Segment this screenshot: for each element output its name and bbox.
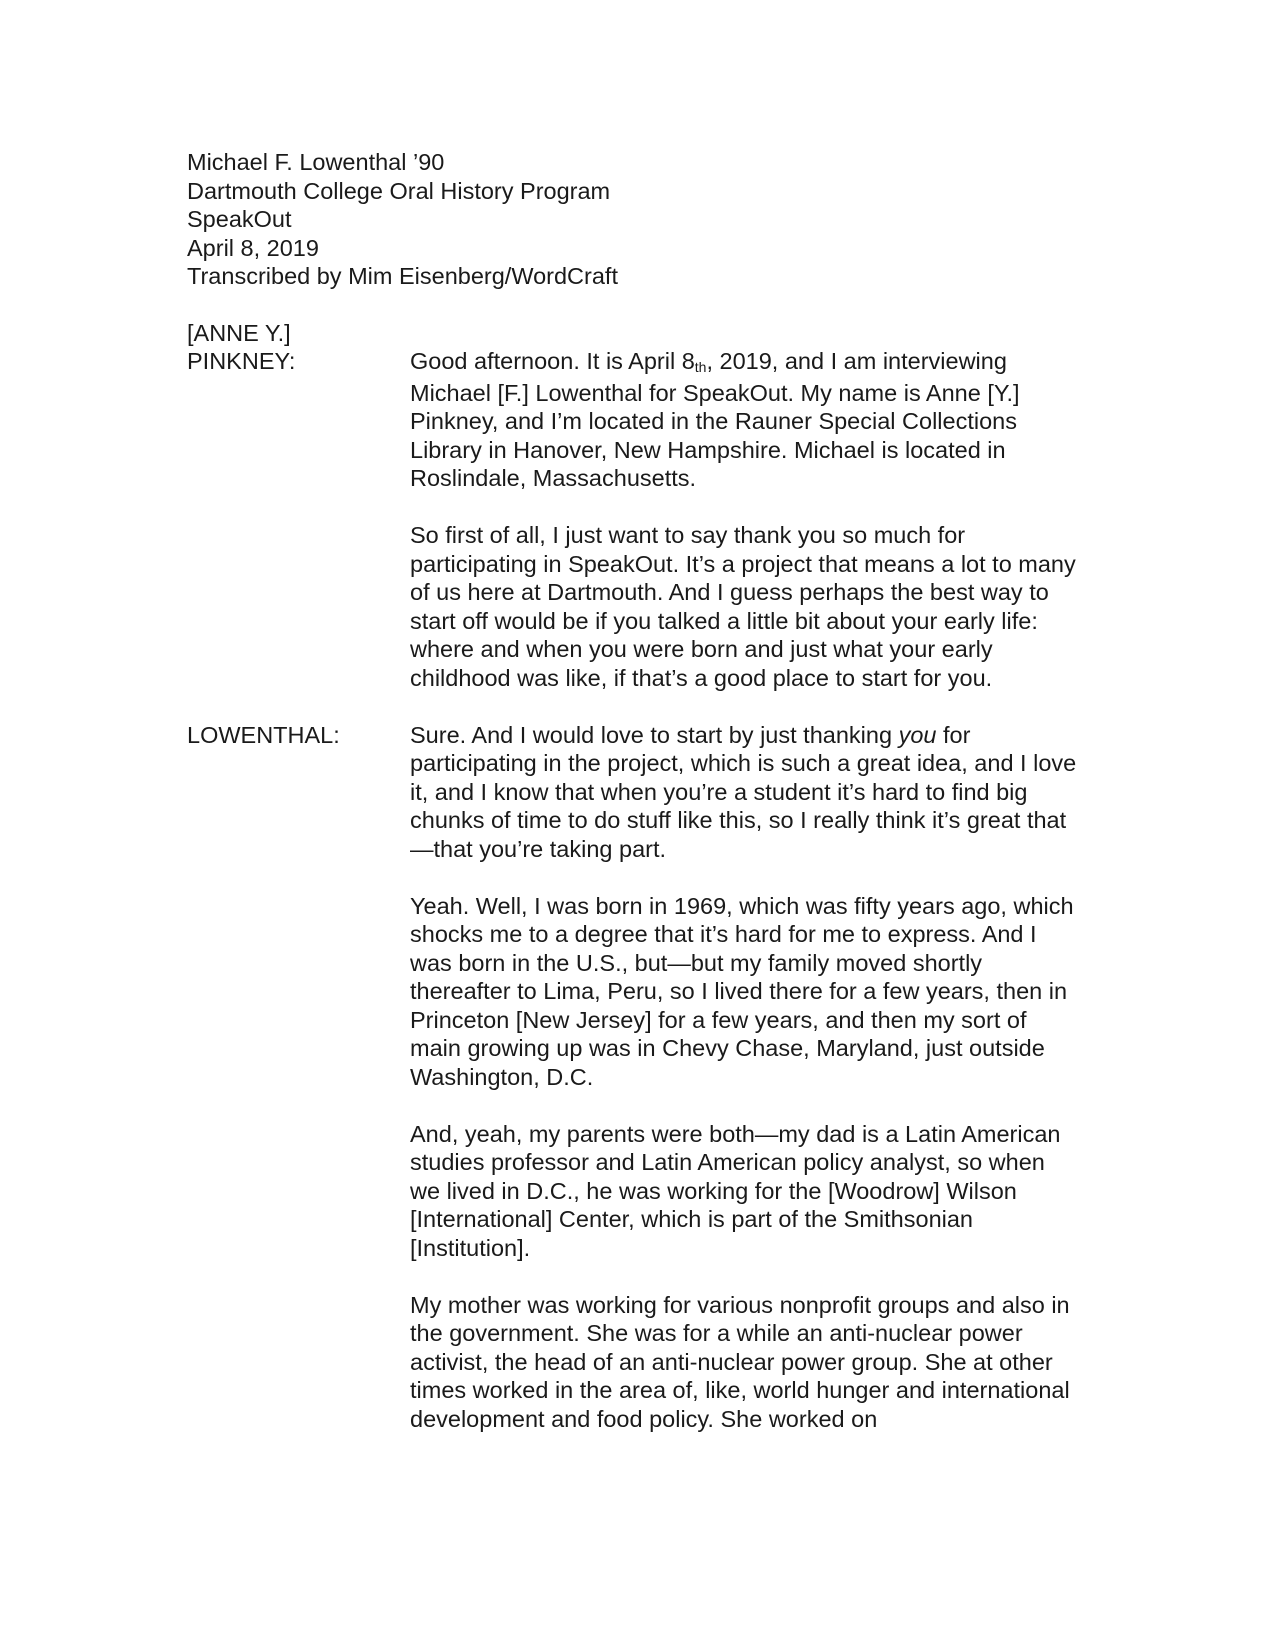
paragraph-text: , 2019, and I am interviewing Michael [F.] Lowenthal for SpeakOut. My name is Anne [Y.] Pinkney, and I’m located in the Rauner Special Collections Library in Hanover, New Hampshire. Michael is located in Roslindale, Massachusetts. (410, 348, 1020, 491)
turn-pinkney (187, 347, 1087, 692)
emphasis-text: you (898, 721, 937, 748)
turn-text (410, 347, 1080, 692)
transcriber-credit: Transcribed by Mim Eisenberg/WordCraft (187, 263, 618, 289)
paragraph-text: Good afternoon. It is April 8 (410, 348, 695, 374)
paragraph: So first of all, I just want to say thank you so much for participating in SpeakOut. It’s a project that means a lot to many of us here at Dartmouth. And I guess perhaps the best way to start off would be if you talked a little bit about your early life: where and when you were born and just what your early childhood was like, if that’s a good place to start for you. (410, 522, 1076, 691)
paragraph (410, 721, 1080, 864)
speaker-prefix: [ANNE Y.] (187, 319, 291, 346)
transcript-body (187, 148, 1087, 1433)
paragraph (410, 347, 1080, 493)
speaker-label: LOWENTHAL: (187, 721, 340, 748)
paragraph-text: Sure. And I would love to start by just thanking (410, 721, 899, 748)
program-name: Dartmouth College Oral History Program (187, 177, 611, 204)
paragraph: And, yeah, my parents were both—my dad is a Latin American studies professor and Latin American policy analyst, so when we lived in D.C., he was working for the [Woodrow] Wilson [International] Center, which is part of the Smithsonian [Institution]. (410, 1120, 1061, 1261)
turn-text (410, 721, 1080, 1434)
paragraph-text: for participating in the project, which is such a great idea, and I love it, and I know that when you’re a student it’s hard to find big chunks of time to do stuff like this, so I really think it’s great that—that you’re taking part. (410, 721, 1077, 862)
ordinal-suffix: th (694, 359, 707, 375)
paragraph: Yeah. Well, I was born in 1969, which was fifty years ago, which shocks me to a degree that it’s hard for me to express. And I was born in the U.S., but—but my family moved shortly thereafter to Lima, Peru, so I lived there for a few years, then in Princeton [New Jersey] for a few years, and then my sort of main growing up was in Chevy Chase, Maryland, just outside Washington, D.C. (410, 892, 1074, 1090)
turn-lowenthal (187, 721, 1087, 1434)
paragraph: My mother was working for various nonprofit groups and also in the government. She was for a while an anti-nuclear power activist, the head of an anti-nuclear power group. She at other times worked in the area of, like, world hunger and international development and food policy. She worked on (410, 1291, 1070, 1432)
interview-date: April 8, 2019 (187, 234, 319, 261)
document-header (187, 148, 1087, 291)
speaker-label: PINKNEY: (187, 348, 296, 374)
narrator-name: Michael F. Lowenthal ’90 (187, 149, 445, 175)
project-name: SpeakOut (187, 206, 292, 232)
